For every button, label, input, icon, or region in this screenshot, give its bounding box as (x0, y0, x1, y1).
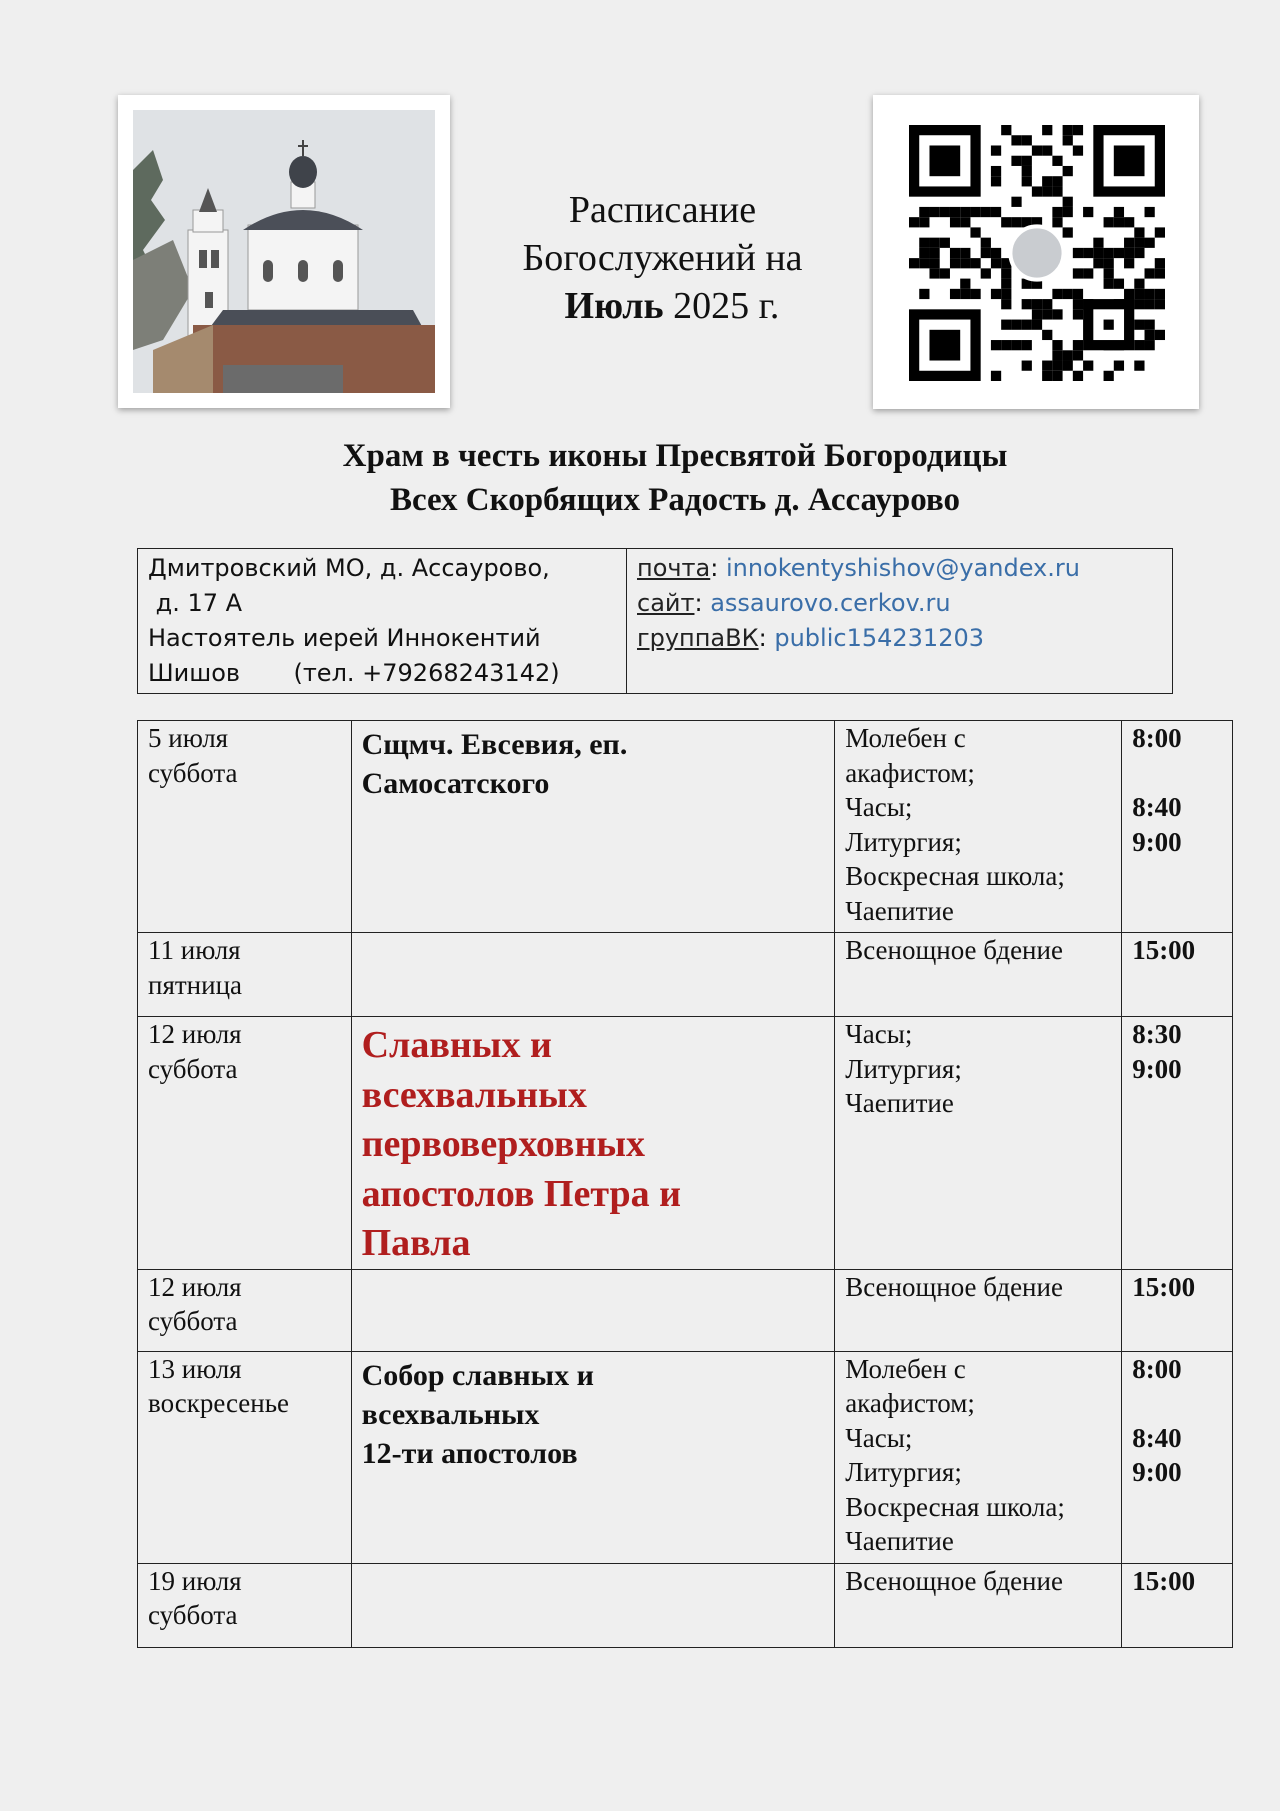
title-line-3 (470, 282, 855, 330)
service-item: Чаепитие (845, 895, 954, 926)
feast-cell (351, 1269, 835, 1351)
service-item: Молебен с (845, 723, 966, 753)
church-name-line-2: Всех Скорбящих Радость д. Ассаурово (390, 482, 960, 518)
service-item: Литургия; (845, 1457, 962, 1487)
schedule-row (138, 1563, 1233, 1647)
site-label: сайт (637, 589, 695, 617)
services-cell (835, 721, 1122, 933)
service-time: 9:00 (1132, 826, 1182, 857)
service-item: Воскресная школа; (845, 861, 1065, 891)
vk-label: группаВК (637, 624, 759, 652)
service-time: 8:30 (1132, 1019, 1182, 1049)
service-item: Всенощное бдение (845, 935, 1063, 965)
feast-cell (351, 933, 835, 1017)
feast-name (362, 1352, 825, 1473)
feast-line: Сщмч. Евсевия, еп. (361, 728, 628, 761)
row-weekday: суббота (148, 1053, 238, 1084)
service-time: 15:00 (1132, 935, 1196, 965)
service-time: 8:00 (1132, 723, 1182, 753)
date-cell (138, 721, 352, 933)
vk-row: группаВК: public154231203 (637, 624, 984, 652)
title-line-1: Расписание (568, 189, 757, 231)
priest-line-2: Шишов (тел. +79268243142) (148, 659, 560, 687)
feast-line: апостолов Петра и (361, 1172, 681, 1215)
feast-line: всехвальных (361, 1073, 587, 1116)
service-time: 15:00 (1132, 1271, 1196, 1302)
feast-name (362, 1017, 825, 1269)
address-line-2: д. 17 А (148, 589, 243, 617)
service-item: Всенощное бдение (845, 1565, 1063, 1596)
qr-code-icon (909, 125, 1165, 381)
service-item: акафистом; (845, 1388, 975, 1418)
schedule-row (138, 721, 1233, 933)
service-item: Часы; (845, 792, 913, 822)
church-name-line-1: Храм в честь иконы Пресвятой Богородицы (342, 438, 1008, 474)
service-time: 9:00 (1132, 1457, 1182, 1487)
row-weekday: суббота (148, 1600, 238, 1630)
schedule-row (138, 933, 1233, 1017)
vk-link[interactable]: public154231203 (774, 624, 984, 652)
service-time: 9:00 (1132, 1053, 1182, 1084)
row-date: 13 июля (148, 1353, 242, 1384)
feast-line: Славных и (361, 1024, 552, 1066)
address-line-1: Дмитровский МО, д. Ассаурово, (148, 554, 550, 582)
schedule-row (138, 1351, 1233, 1563)
row-weekday: суббота (148, 757, 238, 788)
row-date: 11 июля (148, 935, 241, 965)
service-item: Чаепитие (845, 1088, 954, 1118)
row-date: 5 июля (148, 723, 229, 753)
date-cell (138, 1563, 352, 1647)
service-item: Литургия; (845, 826, 962, 857)
services-cell (835, 1563, 1122, 1647)
times-cell (1122, 1269, 1233, 1351)
date-cell (138, 933, 352, 1017)
service-item: акафистом; (845, 757, 975, 788)
church-photo (133, 110, 435, 393)
feast-cell (351, 721, 835, 933)
contacts-cell (627, 549, 1173, 694)
row-date: 12 июля (148, 1019, 242, 1049)
feast-line: первоверховных (361, 1123, 646, 1165)
page-title (470, 186, 855, 330)
times-cell (1122, 933, 1233, 1017)
title-year: 2025 г. (673, 285, 780, 327)
times-cell (1122, 721, 1233, 933)
schedule-row (138, 1269, 1233, 1351)
service-item: Чаепитие (845, 1526, 954, 1556)
date-cell (138, 1017, 352, 1270)
row-weekday: пятница (148, 969, 242, 1000)
feast-line: Павла (361, 1222, 471, 1264)
service-item: Часы; (845, 1019, 913, 1049)
schedule-row (138, 1017, 1233, 1270)
service-item: Литургия; (845, 1053, 962, 1084)
services-cell (835, 933, 1122, 1017)
service-time: 8:40 (1132, 792, 1182, 822)
title-line-2: Богослужений на (522, 237, 803, 279)
qr-code-frame (873, 95, 1199, 409)
priest-line-1: Настоятель иерей Иннокентий (148, 624, 541, 652)
date-cell (138, 1351, 352, 1563)
feast-line: 12-ти апостолов (361, 1436, 578, 1470)
date-cell (138, 1269, 352, 1351)
feast-cell (351, 1017, 835, 1270)
feast-cell (351, 1563, 835, 1647)
row-weekday: воскресенье (148, 1388, 290, 1418)
services-cell (835, 1017, 1122, 1270)
feast-line: Самосатского (361, 767, 550, 800)
service-item: Молебен с (845, 1353, 966, 1384)
row-date: 19 июля (148, 1565, 242, 1596)
schedule-table (137, 720, 1233, 1648)
church-photo-frame (118, 95, 450, 408)
title-month: Июль (564, 285, 664, 327)
email-link[interactable]: innokentyshishov@yandex.ru (725, 554, 1080, 582)
feast-name (362, 721, 825, 803)
time-spacer (1132, 1386, 1222, 1421)
service-time: 15:00 (1132, 1565, 1196, 1596)
email-row: почта: innokentyshishov@yandex.ru (637, 554, 1080, 582)
feast-cell (351, 1351, 835, 1563)
services-cell (835, 1269, 1122, 1351)
service-time: 8:40 (1132, 1422, 1182, 1453)
feast-line: Собор славных и (361, 1358, 594, 1392)
service-item: Воскресная школа; (845, 1491, 1065, 1522)
contact-info-table (137, 548, 1173, 694)
time-spacer (1132, 756, 1222, 791)
address-cell (138, 549, 627, 694)
times-cell (1122, 1563, 1233, 1647)
row-date: 12 июля (148, 1271, 242, 1302)
email-label: почта (637, 554, 711, 582)
row-weekday: суббота (148, 1306, 238, 1336)
site-link[interactable]: assaurovo.cerkov.ru (710, 589, 951, 617)
church-name (200, 434, 1150, 522)
times-cell (1122, 1017, 1233, 1270)
service-item: Часы; (845, 1422, 913, 1453)
site-row: сайт: assaurovo.cerkov.ru (637, 589, 951, 617)
church-illustration (133, 110, 435, 393)
service-item: Всенощное бдение (845, 1271, 1063, 1302)
times-cell (1122, 1351, 1233, 1563)
services-cell (835, 1351, 1122, 1563)
service-time: 8:00 (1132, 1353, 1182, 1384)
feast-line: всехвальных (361, 1397, 540, 1431)
